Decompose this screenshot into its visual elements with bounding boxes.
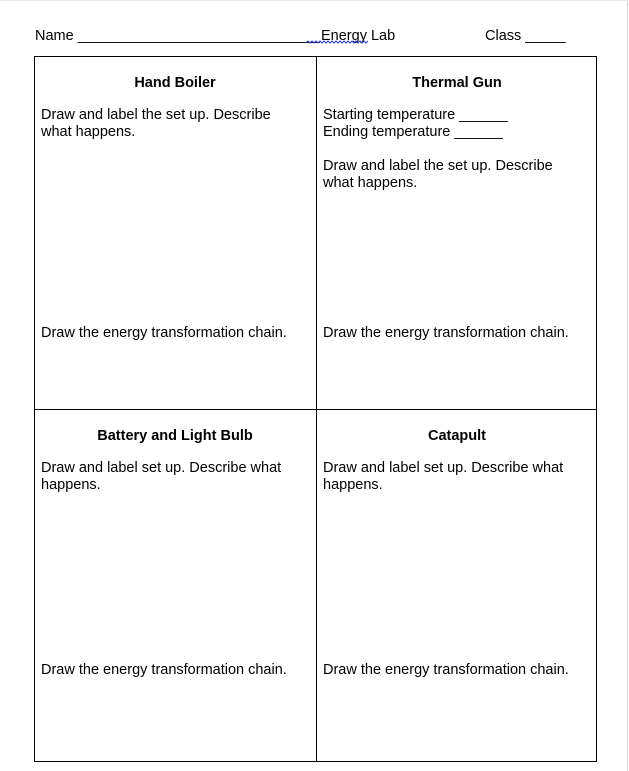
lab-grid-table	[34, 56, 597, 762]
cell-title-hand-boiler: Hand Boiler	[134, 75, 216, 91]
cell-title-thermal-gun: Thermal Gun	[412, 75, 502, 91]
instructions-catapult: Draw and label set up. Describe what happens.	[323, 460, 564, 493]
spellcheck-squiggle	[306, 39, 369, 45]
chain-prompt-battery-light-bulb: Draw the energy transformation chain.	[41, 662, 287, 678]
cell-thermal-gun[interactable]	[317, 57, 597, 409]
chain-prompt-catapult: Draw the energy transformation chain.	[323, 662, 569, 678]
cell-battery-light-bulb[interactable]	[35, 410, 315, 761]
cell-hand-boiler[interactable]	[35, 57, 315, 409]
chain-prompt-hand-boiler: Draw the energy transformation chain.	[41, 325, 287, 341]
name-line[interactable]: Name ______________________________	[35, 28, 320, 44]
cell-title-battery-light-bulb: Battery and Light Bulb	[97, 428, 253, 444]
document-title: Energy Lab	[321, 28, 396, 44]
ending-temperature-field[interactable]: Ending temperature ______	[323, 124, 503, 140]
class-line[interactable]: Class _____	[485, 28, 566, 44]
cell-catapult[interactable]	[317, 410, 597, 761]
instructions-battery-light-bulb: Draw and label set up. Describe what happens.	[41, 460, 282, 493]
instructions-hand-boiler: Draw and label the set up. Describe what happens.	[41, 107, 271, 140]
starting-temperature-field[interactable]: Starting temperature ______	[323, 107, 508, 123]
chain-prompt-thermal-gun: Draw the energy transformation chain.	[323, 325, 569, 341]
cell-title-catapult: Catapult	[428, 428, 486, 444]
instructions-thermal-gun: Draw and label the set up. Describe what happens.	[323, 158, 553, 191]
